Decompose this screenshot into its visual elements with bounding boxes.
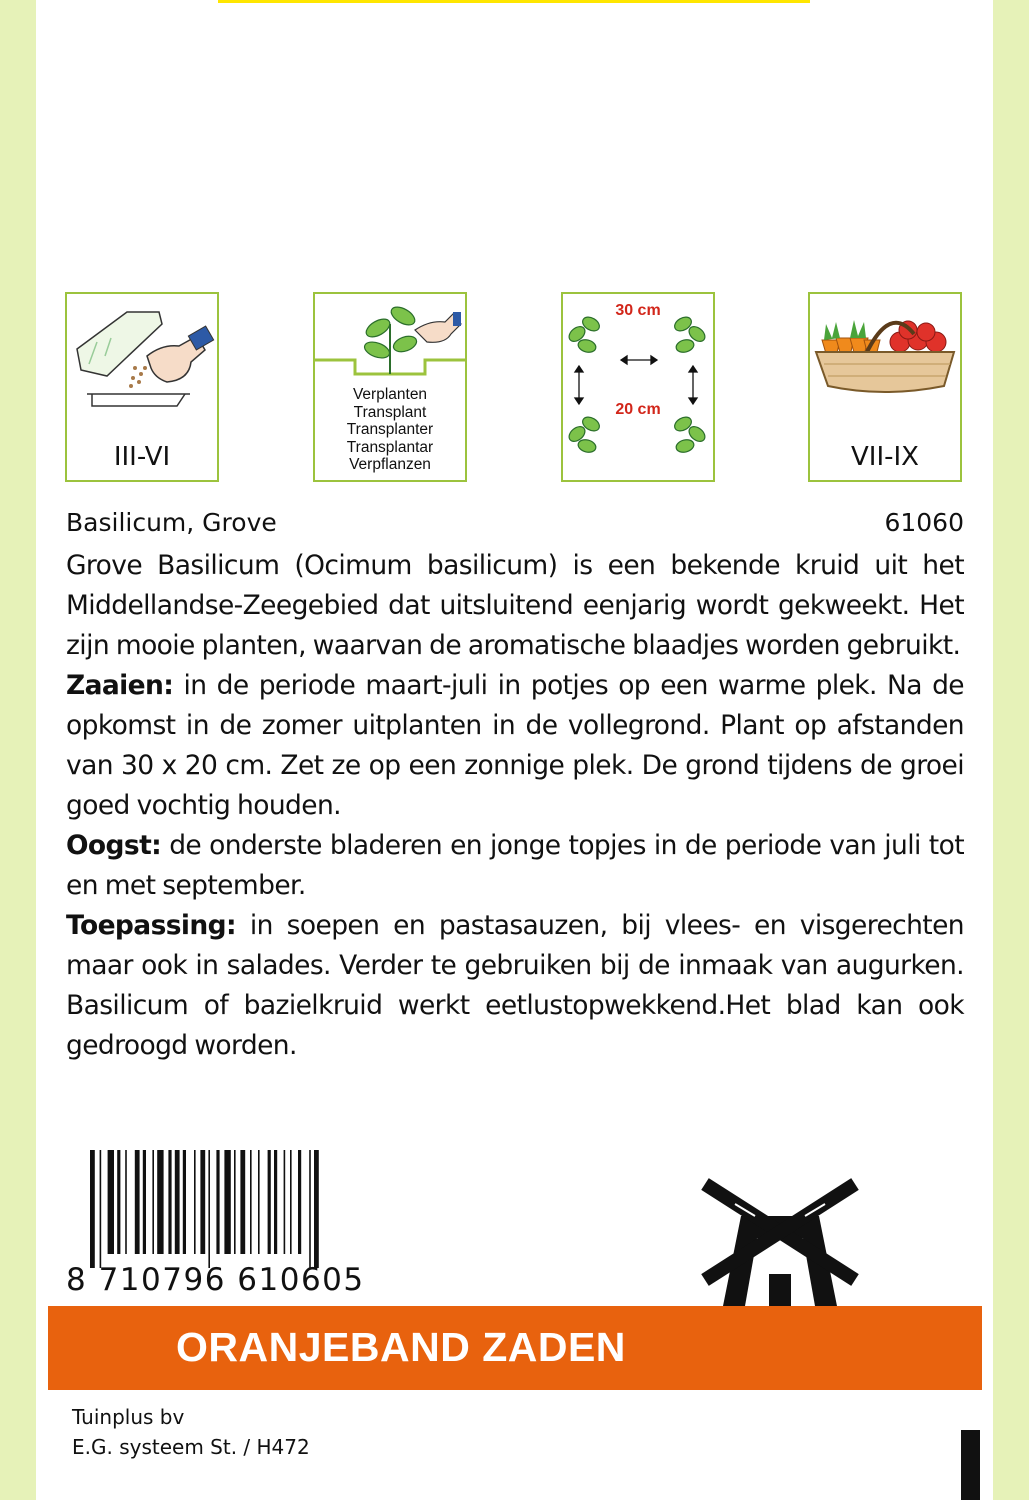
product-name: Basilicum, Grove bbox=[66, 508, 277, 537]
sowing-text: in de periode maart-juli in potjes op een warme plek. Na de opkomst in de zomer uitplanten in de vollegrond. Plant op afstanden van 30 x 20 cm. Zet ze op een zonnige plek. De grond tijdens de groei goed vochtig houden. bbox=[66, 670, 964, 821]
barcode-bar bbox=[152, 1150, 154, 1254]
barcode-bar bbox=[143, 1150, 146, 1254]
transplant-caption-fr: Transplanter bbox=[346, 421, 434, 438]
barcode-bar bbox=[135, 1150, 140, 1254]
sowing-label: Zaaien: bbox=[66, 670, 174, 701]
barcode-bar bbox=[100, 1150, 102, 1268]
description bbox=[66, 546, 964, 1066]
barcode-bar bbox=[208, 1150, 210, 1268]
barcode-bar bbox=[268, 1150, 271, 1254]
barcode-bar bbox=[168, 1150, 171, 1254]
barcode-bar bbox=[314, 1150, 319, 1268]
barcode-bar bbox=[117, 1150, 120, 1254]
product-code: 61060 bbox=[884, 508, 964, 537]
transplant-icon-box bbox=[313, 292, 467, 482]
intro-paragraph: Grove Basilicum (Ocimum basilicum) is een bekende kruid uit het Middellandse-Zeegebied dat uitsluitend eenjarig wordt gekweekt. Het zijn mooie planten, waarvan de aromatische blaadjes worden gebruikt. bbox=[66, 550, 964, 661]
harvest-months: VII-IX bbox=[851, 442, 919, 472]
brand-band bbox=[48, 1306, 982, 1390]
windmill-logo bbox=[695, 1176, 865, 1316]
footer bbox=[72, 1402, 310, 1462]
barcode-bar bbox=[157, 1150, 163, 1254]
barcode-bar bbox=[284, 1150, 286, 1254]
harvest-text: de onderste bladeren en jonge topjes in de periode van juli tot en met september. bbox=[66, 830, 964, 901]
barcode-bar bbox=[234, 1150, 236, 1254]
barcode-bar bbox=[90, 1150, 95, 1268]
barcode-bar bbox=[200, 1150, 205, 1254]
transplant-caption-es: Transplantar bbox=[346, 438, 434, 456]
harvest-icon-box bbox=[808, 292, 962, 482]
company-name: Tuinplus bv bbox=[72, 1405, 185, 1429]
sowing-paragraph bbox=[66, 666, 964, 826]
barcode-bar bbox=[290, 1150, 292, 1254]
spacing-vertical-label: 20 cm bbox=[615, 401, 661, 418]
harvest-paragraph bbox=[66, 826, 964, 906]
certification-code: E.G. systeem St. / H472 bbox=[72, 1435, 310, 1459]
barcode-bar bbox=[298, 1150, 301, 1254]
spacing-icon-box bbox=[561, 292, 715, 482]
sowing-icon-box bbox=[65, 292, 219, 482]
barcode-bar bbox=[240, 1150, 245, 1254]
spacing-horizontal-label: 30 cm bbox=[615, 302, 661, 319]
top-yellow-strip bbox=[218, 0, 810, 3]
barcode-bar bbox=[108, 1150, 114, 1254]
use-paragraph bbox=[66, 906, 964, 1066]
use-label: Toepassing: bbox=[66, 910, 237, 941]
plant-spacing-icon bbox=[563, 294, 713, 480]
harvest-label: Oogst: bbox=[66, 830, 162, 861]
barcode-bar bbox=[194, 1150, 196, 1254]
barcode-bar bbox=[175, 1150, 180, 1254]
edge-bar bbox=[961, 1430, 980, 1500]
transplant-caption-de: Verpflanzen bbox=[349, 456, 431, 473]
barcode-bar bbox=[309, 1150, 311, 1268]
use-text: in soepen en pastasauzen, bij vlees- en visgerechten maar ook in salades. Verder te gebruiken bij de inmaak van augurken. Basilicum of bazielkruid werkt eetlustopwekkend.Het blad kan ook gedroogd worden. bbox=[66, 910, 964, 1061]
barcode-bar bbox=[224, 1150, 230, 1254]
sowing-months: III-VI bbox=[113, 442, 171, 472]
barcode-bar bbox=[250, 1150, 252, 1254]
brand-name: ORANJEBAND ZADEN bbox=[176, 1324, 626, 1370]
barcode-bar bbox=[183, 1150, 186, 1254]
product-title-row bbox=[66, 508, 964, 542]
barcode-bar bbox=[258, 1150, 260, 1254]
barcode-digits: 8 710796 610605 bbox=[66, 1262, 365, 1298]
transplant-caption-nl: Verplanten bbox=[352, 386, 428, 403]
barcode-bar bbox=[125, 1150, 127, 1254]
transplant-caption-en: Transplant bbox=[353, 403, 427, 421]
barcode-bar bbox=[216, 1150, 219, 1254]
barcode bbox=[66, 1150, 416, 1268]
transplant-captions bbox=[315, 386, 465, 474]
barcode-bar bbox=[274, 1150, 277, 1254]
